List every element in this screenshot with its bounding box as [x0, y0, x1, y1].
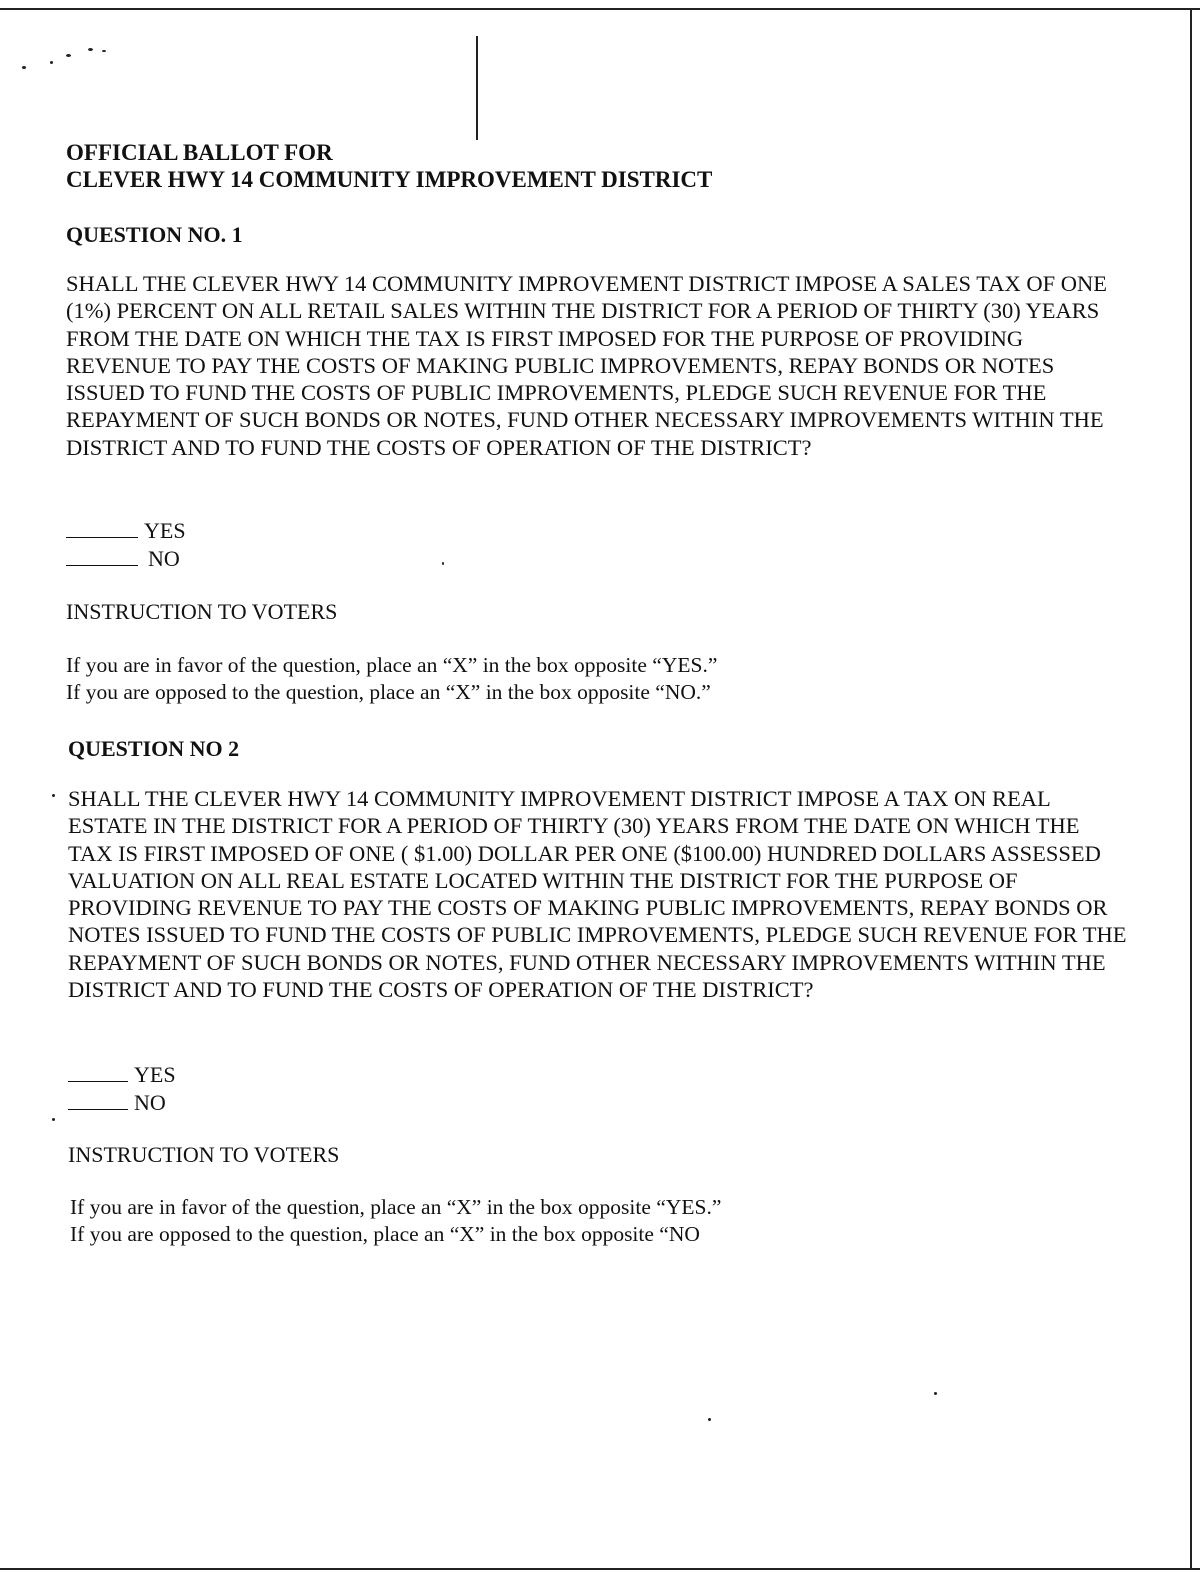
yes-blank-line[interactable]: [68, 1065, 128, 1082]
no-blank-line[interactable]: [66, 549, 138, 566]
question-1-heading: QUESTION NO. 1: [66, 222, 243, 247]
scan-speck: [52, 1118, 55, 1121]
page-border-top: [0, 8, 1200, 10]
no-blank-line[interactable]: [68, 1093, 128, 1110]
question-2-no-option[interactable]: [68, 1089, 166, 1117]
title-line-2: CLEVER HWY 14 COMMUNITY IMPROVEMENT DISTRICT: [66, 167, 713, 192]
question-1-no-option[interactable]: [66, 545, 180, 573]
question-1-instruction-favor: If you are in favor of the question, place an “X” in the box opposite “YES.”: [66, 653, 718, 677]
question-2-text: SHALL THE CLEVER HWY 14 COMMUNITY IMPROVEMENT DISTRICT IMPOSE A TAX ON REAL ESTATE IN THE DISTRICT FOR A PERIOD OF THIRTY (30) YEARS FROM THE DATE ON WHICH THE TAX IS FIRST IMPOSED OF ONE ( $1.00) DOLLAR PER ONE ($100.00) HUNDRED DOLLARS ASSESSED VALUATION ON ALL REAL ESTATE LOCATED WITHIN THE DISTRICT FOR THE PURPOSE OF PROVIDING REVENUE TO PAY THE COSTS OF MAKING PUBLIC IMPROVEMENTS, REPAY BONDS OR NOTES ISSUED TO FUND THE COSTS OF PUBLIC IMPROVEMENTS, PLEDGE SUCH REVENUE FOR THE REPAYMENT OF SUCH BONDS OR NOTES, FUND OTHER NECESSARY IMPROVEMENTS WITHIN THE DISTRICT AND TO FUND THE COSTS OF OPERATION OF THE DISTRICT?: [68, 786, 1127, 1003]
question-2-instruction-favor: If you are in favor of the question, place an “X” in the box opposite “YES.”: [70, 1195, 722, 1219]
yes-label: YES: [144, 518, 186, 543]
scan-speck: [102, 50, 106, 52]
page-border-right: [1190, 8, 1192, 1568]
yes-label: YES: [134, 1062, 176, 1087]
question-2-instruction-oppose: If you are opposed to the question, place an “X” in the box opposite “NO: [70, 1222, 700, 1246]
scan-speck: [22, 66, 26, 69]
question-2-yes-option[interactable]: [68, 1061, 176, 1089]
ballot-title: [66, 139, 712, 193]
no-label: NO: [134, 1090, 166, 1115]
scan-speck: [50, 61, 53, 64]
question-1-text: SHALL THE CLEVER HWY 14 COMMUNITY IMPROVEMENT DISTRICT IMPOSE A SALES TAX OF ONE (1%) PERCENT ON ALL RETAIL SALES WITHIN THE DISTRICT FOR A PERIOD OF THIRTY (30) YEARS FROM THE DATE ON WHICH THE TAX IS FIRST IMPOSED FOR THE PURPOSE OF PROVIDING REVENUE TO PAY THE COSTS OF MAKING PUBLIC IMPROVEMENTS, REPAY BONDS OR NOTES ISSUED TO FUND THE COSTS OF PUBLIC IMPROVEMENTS, PLEDGE SUCH REVENUE FOR THE REPAYMENT OF SUCH BONDS OR NOTES, FUND OTHER NECESSARY IMPROVEMENTS WITHIN THE DISTRICT AND TO FUND THE COSTS OF OPERATION OF THE DISTRICT?: [66, 271, 1107, 460]
question-1-instruction-heading: INSTRUCTION TO VOTERS: [66, 599, 338, 624]
scan-speck: [66, 54, 71, 57]
scan-speck: [442, 562, 444, 565]
page-border-bottom: [0, 1568, 1200, 1570]
scan-speck: [88, 48, 93, 51]
yes-blank-line[interactable]: [66, 521, 138, 538]
scan-speck: [934, 1392, 937, 1395]
title-line-1: OFFICIAL BALLOT FOR: [66, 140, 333, 165]
question-1-instruction-oppose: If you are opposed to the question, place an “X” in the box opposite “NO.”: [66, 680, 711, 704]
no-label: NO: [148, 546, 180, 571]
question-2-instruction-heading: INSTRUCTION TO VOTERS: [68, 1142, 340, 1167]
question-1-yes-option[interactable]: [66, 517, 186, 545]
question-2-heading: QUESTION NO 2: [68, 736, 240, 761]
scan-speck: [52, 794, 55, 797]
vertical-rule: [476, 36, 478, 140]
scan-speck: [708, 1418, 711, 1421]
